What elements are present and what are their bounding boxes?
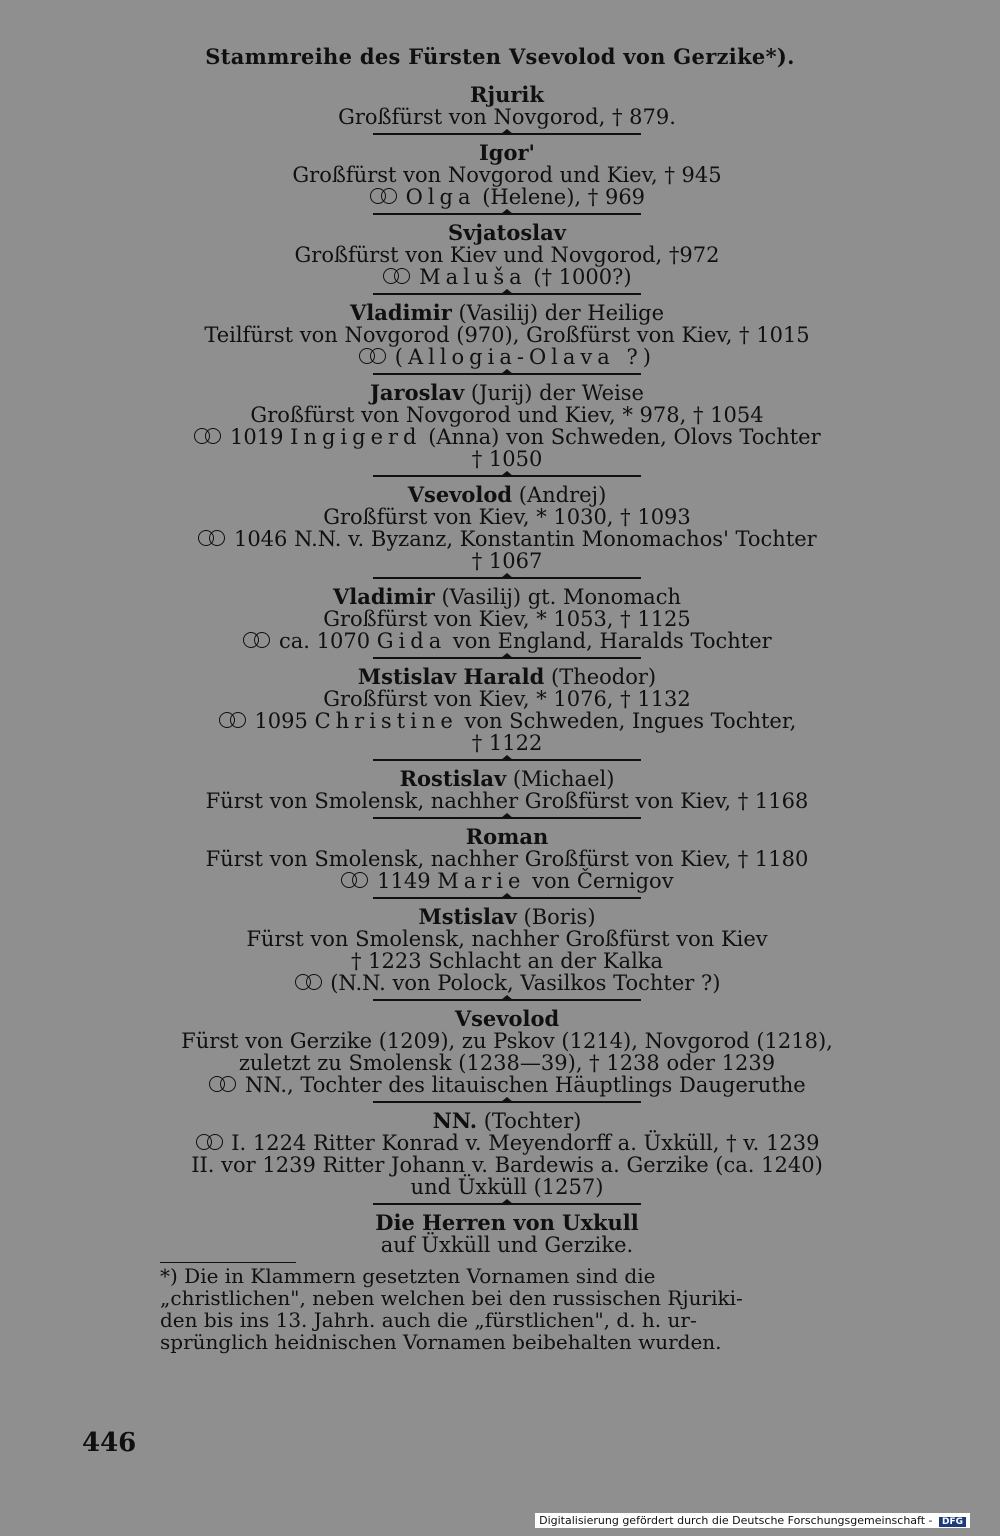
- person-detail: Fürst von Smolensk, nachher Großfürst von Kiev: [246, 927, 768, 951]
- genealogy-column: [160, 84, 854, 1353]
- person-name: Jaroslav: [370, 380, 465, 405]
- generation-entry: [160, 1008, 854, 1096]
- spouse-prefix: 1095: [254, 709, 315, 733]
- marriage-rings-icon: [242, 632, 272, 650]
- footnote-rule: [160, 1262, 296, 1263]
- digitization-credit: [535, 1513, 970, 1528]
- marriage-line: [160, 1132, 854, 1154]
- marriage-rings-icon: [294, 974, 324, 992]
- person-heading: [160, 1110, 854, 1132]
- generation-entry: [160, 302, 854, 368]
- person-detail: Fürst von Gerzike (1209), zu Pskov (1214), Novgorod (1218),: [181, 1029, 833, 1053]
- person-heading: [160, 906, 854, 928]
- person-detail: auf Üxküll und Gerzike.: [380, 1233, 634, 1257]
- person-heading: [160, 586, 854, 608]
- generation-entry: [160, 906, 854, 994]
- person-epithet: (Jurij) der Weise: [464, 381, 644, 405]
- marriage-rings-icon: [369, 188, 399, 206]
- footnote-line: „christlichen", neben welchen bei den russischen Rjuriki-: [160, 1286, 743, 1310]
- person-epithet: (Boris): [516, 905, 596, 929]
- marriage-rings-icon: [208, 1076, 238, 1094]
- person-name: Roman: [465, 824, 549, 849]
- person-epithet: (Tochter): [477, 1109, 582, 1133]
- descent-separator: [160, 754, 854, 768]
- generation-entry: [160, 826, 854, 892]
- descent-separator: [160, 892, 854, 906]
- person-name: Svjatoslav: [448, 220, 566, 245]
- page-title: Stammreihe des Fürsten Vsevolod von Gerzike*).: [205, 44, 795, 69]
- person-epithet: (Michael): [506, 767, 615, 791]
- marriage-line: [160, 346, 854, 368]
- descent-separator: [160, 652, 854, 666]
- marriage-line: [160, 1074, 854, 1096]
- generation-entry: [160, 1212, 854, 1256]
- dfg-logo: DFG: [939, 1517, 966, 1527]
- person-heading: [160, 1212, 854, 1234]
- person-detail: Großfürst von Novgorod und Kiev, † 945: [292, 163, 722, 187]
- person-heading: [160, 826, 854, 848]
- marriage-rings-icon: [358, 348, 388, 366]
- person-epithet: (Vasilij) der Heilige: [451, 301, 665, 325]
- marriage-rings-icon: [195, 1134, 225, 1152]
- spouse-detail: von Černigov: [525, 869, 674, 893]
- descent-separator: [160, 812, 854, 826]
- spouse-prefix: (N.N. von Polock, Vasilkos Tochter ?): [330, 971, 721, 995]
- person-detail: Großfürst von Kiev, * 1030, † 1093: [323, 505, 691, 529]
- person-detail: Großfürst von Kiev und Novgorod, †972: [294, 243, 720, 267]
- person-name: Rostislav: [399, 766, 507, 791]
- footnote-line: *) Die in Klammern gesetzten Vornamen sind die: [160, 1264, 656, 1288]
- spouse-prefix: 1046 N.N. v. Byzanz, Konstantin Monomachos' Tochter: [233, 527, 817, 551]
- marriage-line: [160, 870, 854, 892]
- person-detail: Großfürst von Novgorod und Kiev, * 978, † 1054: [250, 403, 764, 427]
- generation-entry: [160, 666, 854, 754]
- marriage-line: [160, 710, 854, 732]
- descent-separator: [160, 1198, 854, 1212]
- marriage-rings-icon: [197, 530, 227, 548]
- descent-separator: [160, 208, 854, 222]
- person-name: Vladimir: [349, 300, 452, 325]
- person-heading: [160, 768, 854, 790]
- spouse-name: Maluša: [419, 265, 527, 289]
- person-name: Mstislav: [418, 904, 517, 929]
- person-detail: Teilfürst von Novgorod (970), Großfürst von Kiev, † 1015: [204, 323, 810, 347]
- footnote-line: den bis ins 13. Jahrh. auch die „fürstlichen", d. h. ur-: [160, 1308, 697, 1332]
- person-name: Vsevolod: [454, 1006, 560, 1031]
- person-name: Igor': [478, 140, 535, 165]
- descent-separator: [160, 572, 854, 586]
- marriage-rings-icon: [218, 712, 248, 730]
- generation-entry: [160, 222, 854, 288]
- footnote: [160, 1265, 854, 1353]
- spouse-prefix: I. 1224 Ritter Konrad v. Meyendorff a. Üxküll, † v. 1239: [231, 1131, 820, 1155]
- person-heading: [160, 222, 854, 244]
- person-heading: [160, 382, 854, 404]
- generation-entry: [160, 84, 854, 128]
- person-name: NN.: [432, 1108, 478, 1133]
- spouse-detail: (Helene), † 969: [475, 185, 646, 209]
- person-detail: Großfürst von Kiev, * 1053, † 1125: [323, 607, 691, 631]
- descent-separator: [160, 288, 854, 302]
- marriage-line: [160, 972, 854, 994]
- person-name: Mstislav Harald: [357, 664, 545, 689]
- descent-separator: [160, 470, 854, 484]
- marriage-rings-icon: [193, 428, 223, 446]
- person-name: Vladimir: [332, 584, 435, 609]
- spouse-detail: von England, Haralds Tochter: [446, 629, 772, 653]
- person-detail: Großfürst von Kiev, * 1076, † 1132: [323, 687, 691, 711]
- spouse-name: Ingigerd: [290, 425, 422, 449]
- page-number: 446: [82, 1428, 137, 1458]
- descent-separator: [160, 1096, 854, 1110]
- spouse-prefix: 1019: [230, 425, 291, 449]
- person-detail: † 1067: [471, 549, 543, 573]
- descent-separator: [160, 128, 854, 142]
- person-epithet: (Andrej): [512, 483, 607, 507]
- spouse-name: Marie: [437, 869, 526, 893]
- footnote-line: sprünglich heidnischen Vornamen beibehalten wurden.: [160, 1330, 722, 1354]
- person-detail: Großfürst von Novgorod, † 879.: [338, 105, 676, 129]
- person-heading: [160, 666, 854, 688]
- marriage-line: [160, 528, 854, 550]
- person-detail: Fürst von Smolensk, nachher Großfürst von Kiev, † 1168: [205, 789, 809, 813]
- person-detail: † 1122: [471, 731, 543, 755]
- person-name: Vsevolod: [407, 482, 513, 507]
- person-heading: [160, 302, 854, 324]
- spouse-name: Christine: [314, 709, 458, 733]
- marriage-line: [160, 426, 854, 448]
- person-detail: II. vor 1239 Ritter Johann v. Bardewis a. Gerzike (ca. 1240): [191, 1153, 823, 1177]
- person-epithet: (Vasilij) gt. Monomach: [434, 585, 681, 609]
- person-epithet: (Theodor): [544, 665, 657, 689]
- marriage-rings-icon: [340, 872, 370, 890]
- generation-entry: [160, 1110, 854, 1198]
- person-heading: [160, 1008, 854, 1030]
- spouse-detail: (Anna) von Schweden, Olovs Tochter: [421, 425, 821, 449]
- generation-entry: [160, 586, 854, 652]
- spouse-name: Gida: [376, 629, 447, 653]
- generation-entry: [160, 768, 854, 812]
- person-name: Die Herren von Uxkull: [375, 1210, 639, 1235]
- spouse-prefix: 1149: [377, 869, 438, 893]
- credit-text: Digitalisierung gefördert durch die Deutsche Forschungsgemeinschaft -: [539, 1514, 933, 1527]
- person-name: Rjurik: [470, 82, 544, 107]
- person-detail: und Üxküll (1257): [410, 1175, 604, 1199]
- person-detail: zuletzt zu Smolensk (1238—39), † 1238 oder 1239: [238, 1051, 776, 1075]
- spouse-detail: († 1000?): [526, 265, 632, 289]
- spouse-name: Olga: [405, 185, 476, 209]
- generation-entry: [160, 142, 854, 208]
- marriage-rings-icon: [382, 268, 412, 286]
- marriage-line: [160, 266, 854, 288]
- marriage-line: [160, 186, 854, 208]
- marriage-line: [160, 630, 854, 652]
- person-heading: [160, 142, 854, 164]
- person-heading: [160, 84, 854, 106]
- generation-entry: [160, 484, 854, 572]
- person-detail: † 1223 Schlacht an der Kalka: [350, 949, 664, 973]
- descent-separator: [160, 994, 854, 1008]
- spouse-name: (Allogia-Olava ?): [394, 345, 656, 369]
- spouse-prefix: NN., Tochter des litauischen Häuptlings Daugeruthe: [244, 1073, 806, 1097]
- spouse-detail: von Schweden, Ingues Tochter,: [457, 709, 797, 733]
- descent-separator: [160, 368, 854, 382]
- person-detail: † 1050: [471, 447, 543, 471]
- person-heading: [160, 484, 854, 506]
- spouse-prefix: ca. 1070: [279, 629, 377, 653]
- generation-entry: [160, 382, 854, 470]
- person-detail: Fürst von Smolensk, nachher Großfürst von Kiev, † 1180: [205, 847, 809, 871]
